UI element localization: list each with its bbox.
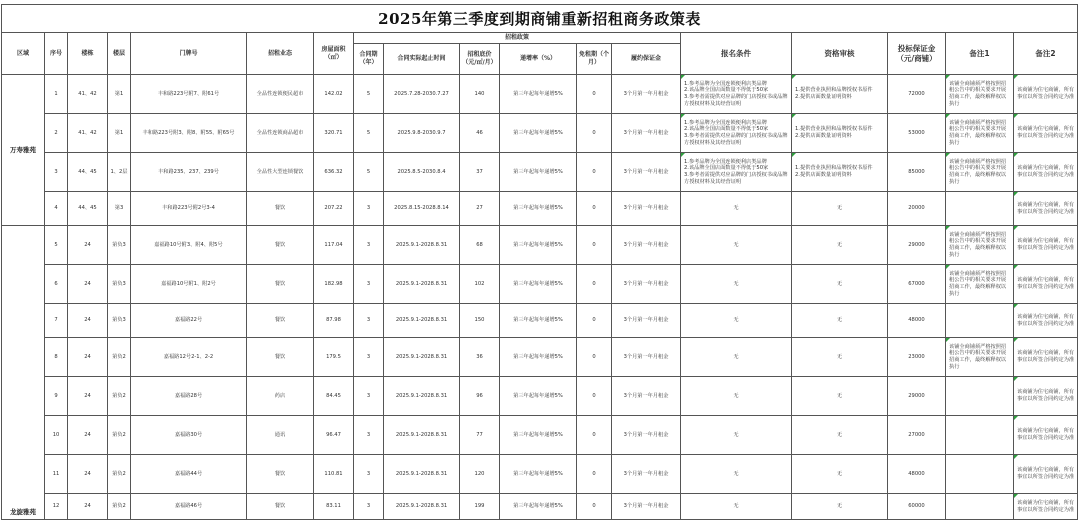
cell-free-period: 0 bbox=[577, 455, 612, 494]
cell-floor: 第负2 bbox=[108, 377, 131, 416]
table-row bbox=[2, 153, 1078, 192]
cell-start-end: 2025.8.5-2030.8.4 bbox=[384, 153, 460, 192]
header-building: 楼栋 bbox=[68, 33, 108, 75]
cell-format: 餐饮 bbox=[247, 265, 314, 304]
cell-door: 嘉福路30号 bbox=[131, 416, 247, 455]
cell-start-end: 2025.9.1-2028.8.31 bbox=[384, 265, 460, 304]
header-deposit: 履约保证金 bbox=[612, 44, 681, 75]
cell-start-end: 2025.9.1-2028.8.31 bbox=[384, 455, 460, 494]
cell-door: 嘉福路12号2-1、2-2 bbox=[131, 338, 247, 377]
cell-note1 bbox=[946, 494, 1014, 520]
cell-term: 3 bbox=[354, 338, 384, 377]
cell-bid-deposit: 53000 bbox=[888, 114, 946, 153]
cell-floor-area: 117.04 bbox=[314, 226, 354, 265]
cell-seq: 10 bbox=[45, 416, 68, 455]
cell-note2: 该商铺为住宅商铺，所有事宜以所签合同约定为准 bbox=[1014, 304, 1078, 338]
cell-seq: 7 bbox=[45, 304, 68, 338]
cell-review: 无 bbox=[792, 338, 888, 377]
cell-conditions: 无 bbox=[681, 377, 792, 416]
cell-term: 5 bbox=[354, 153, 384, 192]
cell-floor-area: 84.45 bbox=[314, 377, 354, 416]
cell-building: 24 bbox=[68, 494, 108, 520]
cell-increase: 第三年起每年递增5% bbox=[500, 494, 577, 520]
cell-bid-deposit: 29000 bbox=[888, 377, 946, 416]
cell-format: 药店 bbox=[247, 377, 314, 416]
cell-note2: 该商铺为住宅商铺，所有事宜以所签合同约定为准 bbox=[1014, 114, 1078, 153]
cell-increase: 第三年起每年递增5% bbox=[500, 455, 577, 494]
cell-start-end: 2025.9.1-2028.8.31 bbox=[384, 226, 460, 265]
cell-base-price: 96 bbox=[460, 377, 500, 416]
cell-base-price: 27 bbox=[460, 192, 500, 226]
cell-review: 无 bbox=[792, 304, 888, 338]
cell-seq: 9 bbox=[45, 377, 68, 416]
cell-term: 3 bbox=[354, 377, 384, 416]
cell-floor-area: 182.98 bbox=[314, 265, 354, 304]
cell-format: 全品性大型连锁餐饮 bbox=[247, 153, 314, 192]
cell-base-price: 77 bbox=[460, 416, 500, 455]
cell-free-period: 0 bbox=[577, 338, 612, 377]
cell-seq: 6 bbox=[45, 265, 68, 304]
cell-free-period: 0 bbox=[577, 226, 612, 265]
cell-review: 无 bbox=[792, 455, 888, 494]
cell-bid-deposit: 48000 bbox=[888, 455, 946, 494]
cell-term: 3 bbox=[354, 494, 384, 520]
cell-increase: 第三年起每年递增5% bbox=[500, 338, 577, 377]
cell-conditions: 无 bbox=[681, 455, 792, 494]
cell-floor-area: 110.81 bbox=[314, 455, 354, 494]
table-row bbox=[2, 416, 1078, 455]
header-bid-deposit: 投标保证金（元/商铺） bbox=[888, 33, 946, 75]
cell-format: 餐饮 bbox=[247, 455, 314, 494]
cell-base-price: 120 bbox=[460, 455, 500, 494]
area-cell-longxuan: 龙旋雅苑 bbox=[2, 226, 45, 520]
cell-building: 24 bbox=[68, 304, 108, 338]
cell-note1: 该铺全商铺须严格按照招租公告中的相关要求开展招商工作，最终解释权以执行 bbox=[946, 265, 1014, 304]
cell-floor: 1、2层 bbox=[108, 153, 131, 192]
cell-conditions: 无 bbox=[681, 416, 792, 455]
header-start-end: 合同实际起止时间 bbox=[384, 44, 460, 75]
table-row bbox=[2, 226, 1078, 265]
cell-note2: 该商铺为住宅商铺，所有事宜以所签合同约定为准 bbox=[1014, 265, 1078, 304]
cell-door: 嘉福路10号附1、附2号 bbox=[131, 265, 247, 304]
cell-deposit: 3个月第一年月租金 bbox=[612, 75, 681, 114]
cell-seq: 5 bbox=[45, 226, 68, 265]
cell-term: 3 bbox=[354, 304, 384, 338]
header-note2: 备注2 bbox=[1014, 33, 1078, 75]
cell-floor: 第负3 bbox=[108, 304, 131, 338]
cell-seq: 11 bbox=[45, 455, 68, 494]
cell-floor: 第负2 bbox=[108, 338, 131, 377]
cell-free-period: 0 bbox=[577, 416, 612, 455]
cell-free-period: 0 bbox=[577, 192, 612, 226]
cell-bid-deposit: 85000 bbox=[888, 153, 946, 192]
cell-review: 无 bbox=[792, 494, 888, 520]
cell-seq: 12 bbox=[45, 494, 68, 520]
cell-note1 bbox=[946, 455, 1014, 494]
cell-seq: 4 bbox=[45, 192, 68, 226]
cell-format: 餐饮 bbox=[247, 338, 314, 377]
cell-review: 无 bbox=[792, 192, 888, 226]
cell-building: 24 bbox=[68, 377, 108, 416]
cell-review: 1.提供营业执照和品牌授权书原件 2.提供店面数量证明资料 bbox=[792, 153, 888, 192]
cell-increase: 第三年起每年递增5% bbox=[500, 114, 577, 153]
area-cell-wanshou: 万寿雅苑 bbox=[2, 75, 45, 226]
cell-deposit: 3个月第一年月租金 bbox=[612, 494, 681, 520]
cell-free-period: 0 bbox=[577, 377, 612, 416]
cell-conditions: 无 bbox=[681, 265, 792, 304]
cell-start-end: 2025.8.15-2028.8.14 bbox=[384, 192, 460, 226]
cell-floor: 第负2 bbox=[108, 494, 131, 520]
cell-deposit: 3个月第一年月租金 bbox=[612, 304, 681, 338]
cell-floor: 第负3 bbox=[108, 265, 131, 304]
cell-format: 餐饮 bbox=[247, 304, 314, 338]
table-row bbox=[2, 377, 1078, 416]
cell-review: 无 bbox=[792, 226, 888, 265]
cell-floor: 第1 bbox=[108, 114, 131, 153]
cell-deposit: 3个月第一年月租金 bbox=[612, 153, 681, 192]
cell-base-price: 46 bbox=[460, 114, 500, 153]
cell-term: 3 bbox=[354, 226, 384, 265]
cell-free-period: 0 bbox=[577, 494, 612, 520]
cell-bid-deposit: 60000 bbox=[888, 494, 946, 520]
cell-floor-area: 636.32 bbox=[314, 153, 354, 192]
cell-bid-deposit: 27000 bbox=[888, 416, 946, 455]
page-title: 2025年第三季度到期商铺重新招租商务政策表 bbox=[2, 5, 1078, 33]
header-base-price: 招租底价（元/㎡/月） bbox=[460, 44, 500, 75]
cell-note2: 该商铺为住宅商铺，所有事宜以所签合同约定为准 bbox=[1014, 377, 1078, 416]
cell-note2: 该商铺为住宅商铺，所有事宜以所签合同约定为准 bbox=[1014, 75, 1078, 114]
cell-bid-deposit: 29000 bbox=[888, 226, 946, 265]
cell-conditions: 无 bbox=[681, 494, 792, 520]
header-door: 门牌号 bbox=[131, 33, 247, 75]
cell-building: 24 bbox=[68, 338, 108, 377]
cell-note1 bbox=[946, 192, 1014, 226]
cell-review: 1.提供营业执照和品牌授权书原件 2.提供店面数量证明资料 bbox=[792, 114, 888, 153]
cell-increase: 第三年起每年递增5% bbox=[500, 192, 577, 226]
cell-free-period: 0 bbox=[577, 114, 612, 153]
table-row bbox=[2, 304, 1078, 338]
cell-start-end: 2025.9.1-2028.8.31 bbox=[384, 494, 460, 520]
cell-free-period: 0 bbox=[577, 265, 612, 304]
header-floor-area: 房屋面积（㎡） bbox=[314, 33, 354, 75]
cell-note1: 该铺全商铺须严格按照招租公告中的相关要求开展招商工作，最终解释权以执行 bbox=[946, 114, 1014, 153]
cell-format: 餐饮 bbox=[247, 494, 314, 520]
cell-building: 24 bbox=[68, 265, 108, 304]
cell-free-period: 0 bbox=[577, 304, 612, 338]
cell-note1 bbox=[946, 377, 1014, 416]
cell-start-end: 2025.9.1-2028.8.31 bbox=[384, 304, 460, 338]
cell-base-price: 37 bbox=[460, 153, 500, 192]
cell-start-end: 2025.9.1-2028.8.31 bbox=[384, 416, 460, 455]
cell-review: 无 bbox=[792, 377, 888, 416]
cell-floor: 第负3 bbox=[108, 226, 131, 265]
cell-floor-area: 83.11 bbox=[314, 494, 354, 520]
policy-table bbox=[1, 4, 1078, 520]
cell-term: 3 bbox=[354, 265, 384, 304]
cell-format: 全品性连锁商品超市 bbox=[247, 114, 314, 153]
cell-review: 无 bbox=[792, 265, 888, 304]
cell-bid-deposit: 48000 bbox=[888, 304, 946, 338]
table-row bbox=[2, 455, 1078, 494]
header-area: 区域 bbox=[2, 33, 45, 75]
table-row bbox=[2, 192, 1078, 226]
cell-conditions: 无 bbox=[681, 192, 792, 226]
cell-start-end: 2025.9.1-2028.8.31 bbox=[384, 377, 460, 416]
cell-start-end: 2025.9.1-2028.8.31 bbox=[384, 338, 460, 377]
cell-door: 丰和路223号附3、附8、附55、附65号 bbox=[131, 114, 247, 153]
cell-note2: 该商铺为住宅商铺，所有事宜以所签合同约定为准 bbox=[1014, 153, 1078, 192]
cell-note1: 该铺全商铺须严格按照招租公告中的相关要求开展招商工作，最终解释权以执行 bbox=[946, 75, 1014, 114]
cell-floor-area: 179.5 bbox=[314, 338, 354, 377]
cell-seq: 8 bbox=[45, 338, 68, 377]
cell-floor: 第负2 bbox=[108, 416, 131, 455]
cell-note1: 该铺全商铺须严格按照招租公告中的相关要求开展招商工作，最终解释权以执行 bbox=[946, 226, 1014, 265]
cell-format: 餐饮 bbox=[247, 192, 314, 226]
cell-note1: 该铺全商铺须严格按照招租公告中的相关要求开展招商工作，最终解释权以执行 bbox=[946, 338, 1014, 377]
cell-seq: 3 bbox=[45, 153, 68, 192]
cell-door: 嘉福路22号 bbox=[131, 304, 247, 338]
table-row bbox=[2, 494, 1078, 520]
cell-deposit: 3个月第一年月租金 bbox=[612, 416, 681, 455]
cell-door: 丰和路223号附7、附61号 bbox=[131, 75, 247, 114]
cell-floor-area: 96.47 bbox=[314, 416, 354, 455]
cell-conditions: 1.参考品牌为全国连锁便利店类品牌 2.该品牌全国店面数量不得低于50家 3.参考者需提供对应品牌的门店授权书或品牌方授权材料及其经营证明 bbox=[681, 75, 792, 114]
cell-door: 嘉福路10号附3、附4、附5号 bbox=[131, 226, 247, 265]
cell-increase: 第三年起每年递增5% bbox=[500, 265, 577, 304]
header-note1: 备注1 bbox=[946, 33, 1014, 75]
cell-review: 无 bbox=[792, 416, 888, 455]
cell-note2: 该商铺为住宅商铺，所有事宜以所签合同约定为准 bbox=[1014, 338, 1078, 377]
cell-format: 全品性连锁便民超市 bbox=[247, 75, 314, 114]
cell-term: 3 bbox=[354, 455, 384, 494]
cell-increase: 第三年起每年递增5% bbox=[500, 153, 577, 192]
cell-base-price: 140 bbox=[460, 75, 500, 114]
cell-seq: 2 bbox=[45, 114, 68, 153]
header-format: 招租业态 bbox=[247, 33, 314, 75]
cell-seq: 1 bbox=[45, 75, 68, 114]
cell-deposit: 3个月第一年月租金 bbox=[612, 265, 681, 304]
cell-conditions: 1.参考品牌为全国连锁便利店类品牌 2.该品牌全国店面数量不得低于50家 3.参考者需提供对应品牌的门店授权书或品牌方授权材料及其经营证明 bbox=[681, 153, 792, 192]
cell-format: 餐饮 bbox=[247, 226, 314, 265]
table-row bbox=[2, 114, 1078, 153]
policy-sheet bbox=[1, 4, 1077, 519]
cell-note1 bbox=[946, 304, 1014, 338]
table-row bbox=[2, 338, 1078, 377]
cell-bid-deposit: 67000 bbox=[888, 265, 946, 304]
cell-conditions: 无 bbox=[681, 226, 792, 265]
cell-increase: 第三年起每年递增5% bbox=[500, 416, 577, 455]
cell-term: 3 bbox=[354, 192, 384, 226]
cell-building: 41、42 bbox=[68, 75, 108, 114]
cell-base-price: 68 bbox=[460, 226, 500, 265]
cell-increase: 第三年起每年递增5% bbox=[500, 75, 577, 114]
cell-note2: 该商铺为住宅商铺，所有事宜以所签合同约定为准 bbox=[1014, 494, 1078, 520]
header-term: 合同期（年） bbox=[354, 44, 384, 75]
cell-building: 44、45 bbox=[68, 153, 108, 192]
cell-start-end: 2025.7.28-2030.7.27 bbox=[384, 75, 460, 114]
cell-door: 嘉福路28号 bbox=[131, 377, 247, 416]
cell-note1: 该铺全商铺须严格按照招租公告中的相关要求开展招商工作，最终解释权以执行 bbox=[946, 153, 1014, 192]
header-policy-group: 招租政策 bbox=[354, 33, 681, 44]
header-increase: 递增率（%） bbox=[500, 44, 577, 75]
cell-base-price: 36 bbox=[460, 338, 500, 377]
cell-format: 通讯 bbox=[247, 416, 314, 455]
header-review: 资格审核 bbox=[792, 33, 888, 75]
cell-floor-area: 320.71 bbox=[314, 114, 354, 153]
cell-building: 44、45 bbox=[68, 192, 108, 226]
cell-building: 24 bbox=[68, 455, 108, 494]
cell-note2: 该商铺为住宅商铺，所有事宜以所签合同约定为准 bbox=[1014, 455, 1078, 494]
cell-base-price: 102 bbox=[460, 265, 500, 304]
cell-floor-area: 142.02 bbox=[314, 75, 354, 114]
cell-increase: 第三年起每年递增5% bbox=[500, 226, 577, 265]
cell-note2: 该商铺为住宅商铺，所有事宜以所签合同约定为准 bbox=[1014, 416, 1078, 455]
cell-floor-area: 207.22 bbox=[314, 192, 354, 226]
cell-deposit: 3个月第一年月租金 bbox=[612, 338, 681, 377]
header-floor: 楼层 bbox=[108, 33, 131, 75]
cell-increase: 第三年起每年递增5% bbox=[500, 377, 577, 416]
cell-building: 24 bbox=[68, 226, 108, 265]
cell-building: 24 bbox=[68, 416, 108, 455]
cell-floor-area: 87.98 bbox=[314, 304, 354, 338]
cell-term: 3 bbox=[354, 416, 384, 455]
cell-door: 丰和路223号附2号3-4 bbox=[131, 192, 247, 226]
cell-conditions: 无 bbox=[681, 304, 792, 338]
table-row bbox=[2, 265, 1078, 304]
table-body bbox=[2, 75, 1078, 520]
cell-free-period: 0 bbox=[577, 75, 612, 114]
cell-note2: 该商铺为住宅商铺，所有事宜以所签合同约定为准 bbox=[1014, 192, 1078, 226]
cell-door: 嘉福路44号 bbox=[131, 455, 247, 494]
cell-door: 嘉福路46号 bbox=[131, 494, 247, 520]
cell-conditions: 无 bbox=[681, 338, 792, 377]
cell-floor: 第3 bbox=[108, 192, 131, 226]
cell-term: 5 bbox=[354, 114, 384, 153]
table-row bbox=[2, 75, 1078, 114]
cell-conditions: 1.参考品牌为全国连锁便利店类品牌 2.该品牌全国店面数量不得低于50家 3.参考者需提供对应品牌的门店授权书或品牌方授权材料及其经营证明 bbox=[681, 114, 792, 153]
header-conditions: 报名条件 bbox=[681, 33, 792, 75]
cell-bid-deposit: 20000 bbox=[888, 192, 946, 226]
cell-base-price: 150 bbox=[460, 304, 500, 338]
cell-free-period: 0 bbox=[577, 153, 612, 192]
cell-deposit: 3个月第一年月租金 bbox=[612, 455, 681, 494]
header-free-period: 免租期（个月） bbox=[577, 44, 612, 75]
cell-deposit: 3个月第一年月租金 bbox=[612, 114, 681, 153]
cell-deposit: 3个月第一年月租金 bbox=[612, 226, 681, 265]
cell-note1 bbox=[946, 416, 1014, 455]
cell-increase: 第三年起每年递增5% bbox=[500, 304, 577, 338]
cell-start-end: 2025.9.8-2030.9.7 bbox=[384, 114, 460, 153]
cell-door: 丰和路235、237、239号 bbox=[131, 153, 247, 192]
cell-floor: 第1 bbox=[108, 75, 131, 114]
cell-building: 41、42 bbox=[68, 114, 108, 153]
cell-bid-deposit: 23000 bbox=[888, 338, 946, 377]
cell-deposit: 3个月第一年月租金 bbox=[612, 192, 681, 226]
cell-floor: 第负2 bbox=[108, 455, 131, 494]
cell-term: 5 bbox=[354, 75, 384, 114]
header-seq: 序号 bbox=[45, 33, 68, 75]
cell-base-price: 199 bbox=[460, 494, 500, 520]
cell-review: 1.提供营业执照和品牌授权书原件 2.提供店面数量证明资料 bbox=[792, 75, 888, 114]
cell-deposit: 3个月第一年月租金 bbox=[612, 377, 681, 416]
cell-bid-deposit: 72000 bbox=[888, 75, 946, 114]
cell-note2: 该商铺为住宅商铺，所有事宜以所签合同约定为准 bbox=[1014, 226, 1078, 265]
